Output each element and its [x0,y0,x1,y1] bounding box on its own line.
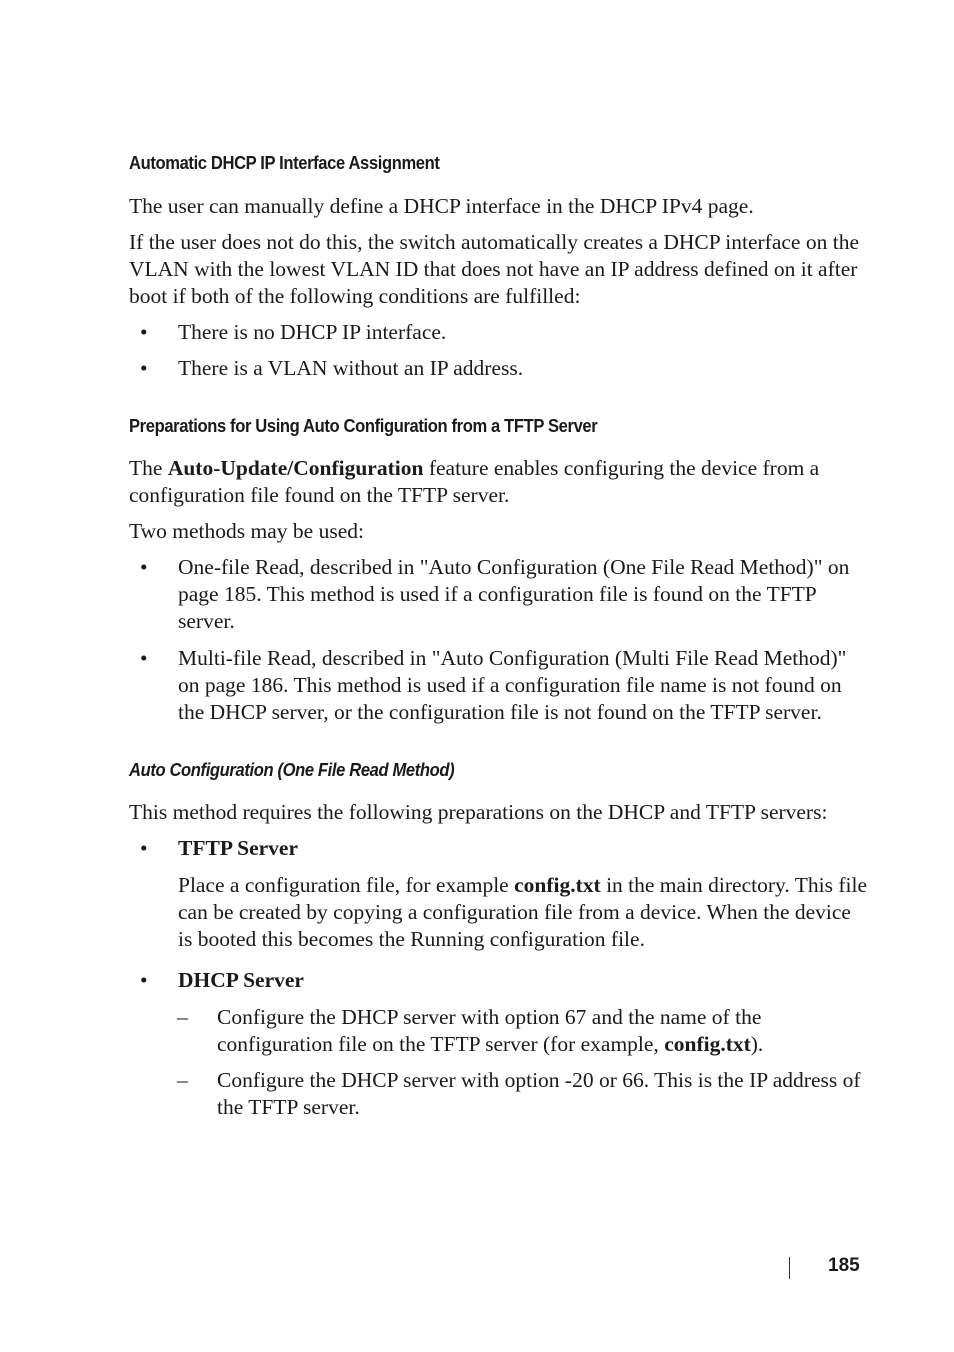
filename: config.txt [664,1032,751,1056]
paragraph-preparations: This method requires the following preparations on the DHCP and TFTP servers: [129,800,828,824]
dash-glyph: – [177,1005,188,1029]
filename: config.txt [514,873,601,897]
paragraph-manual-define: The user can manually define a DHCP interface in the DHCP IPv4 page. [129,194,754,218]
list-item-dhcp-server: • DHCP Server [140,968,304,992]
list-item: • One-file Read, described in "Auto Configuration (One File Read Method)" on page 185. This method is used if a configuration file is found on the TFTP server. [140,555,850,633]
dhcp-steps-list [129,1004,869,1121]
bullet-glyph: • [140,968,148,992]
list-item: – Configure the DHCP server with option -20 or 66. This is the IP address of the TFTP server. [177,1068,861,1119]
paragraph-two-methods: Two methods may be used: [129,519,364,543]
section-heading-tftp-preparations: Preparations for Using Auto Configuration from a TFTP Server [129,416,598,436]
server-list-dhcp [129,967,869,994]
page-content [129,153,869,1121]
list-item: • There is a VLAN without an IP address. [140,356,524,380]
bullet-glyph: • [140,356,148,380]
dash-glyph: – [177,1068,188,1092]
conditions-list [129,319,869,382]
bullet-glyph: • [140,646,148,670]
paragraph-tftp-instructions: Place a configuration file, for example config.txt in the main directory. This file can be created by copying a configuration file from a device. When the device is booted this becomes the Running configuration file. [178,873,867,951]
feature-name: Auto-Update/Configuration [167,456,424,480]
section-heading-dhcp-assignment: Automatic DHCP IP Interface Assignment [129,153,440,173]
paragraph-auto-update-feature: The Auto-Update/Configuration feature enables configuring the device from a configuration file found on the TFTP server. [129,456,820,507]
bullet-glyph: • [140,320,148,344]
page-number: 185 [828,1255,860,1276]
server-list [129,835,869,862]
list-item: • Multi-file Read, described in "Auto Configuration (Multi File Read Method)" on page 186. This method is used if a configuration file name is not found on the DHCP server, or the configuration file is not found on the TFTP server. [140,646,847,724]
section-heading-one-file-read: Auto Configuration (One File Read Method) [129,760,455,780]
list-item: • There is no DHCP IP interface. [140,320,447,344]
bullet-glyph: • [140,555,148,579]
paragraph-auto-create: If the user does not do this, the switch automatically creates a DHCP interface on the VLAN with the lowest VLAN ID that does not have an IP address defined on it after boot if both of the following conditions are fulfilled: [129,230,859,308]
footer-divider [789,1257,790,1279]
methods-list [129,554,869,726]
list-item-tftp-server: • TFTP Server [140,836,299,860]
bullet-glyph: • [140,836,148,860]
list-item: – Configure the DHCP server with option 67 and the name of the configuration file on the TFTP server (for example, config.txt). [177,1005,764,1056]
